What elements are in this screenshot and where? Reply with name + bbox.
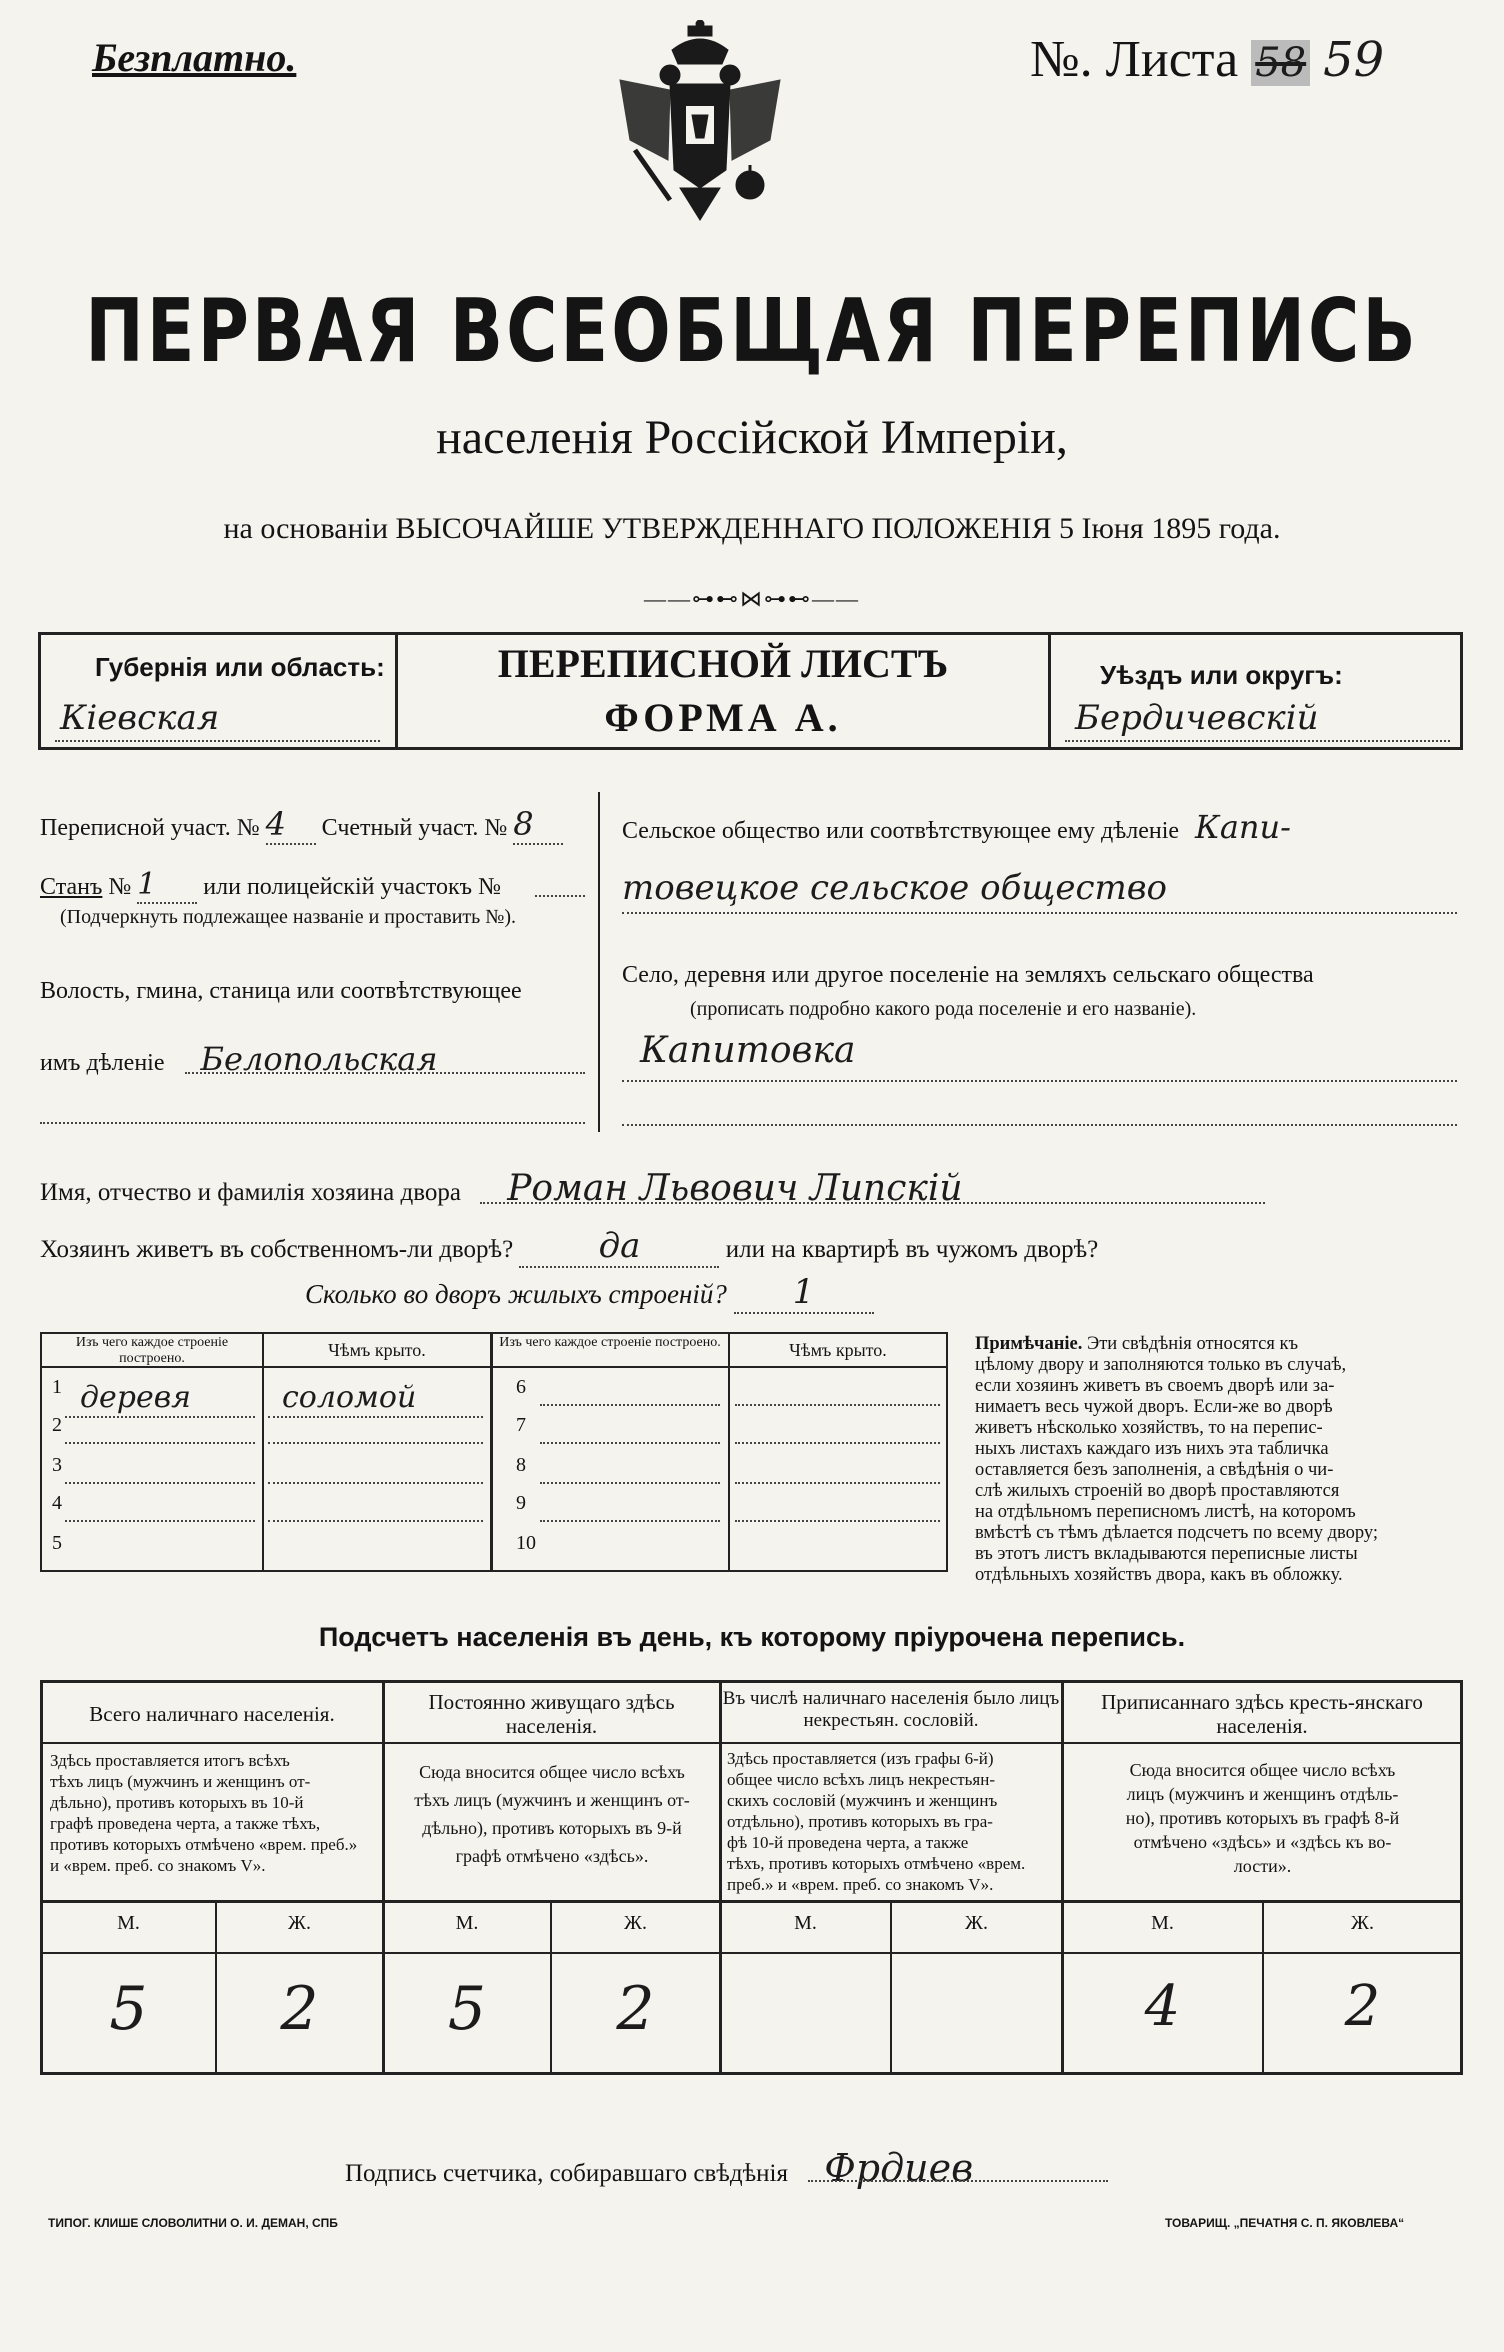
imperial-eagle-icon [600, 20, 800, 230]
note-line: живетъ нѣсколько хозяйствъ, то на перепис- [975, 1418, 1323, 1438]
census-section-value: 4 [266, 805, 316, 845]
sheet-number-value: 59 [1323, 32, 1385, 88]
census-section-label: Переписной участ. № [40, 815, 260, 841]
row-number: 4 [52, 1492, 62, 1514]
form-title: ПЕРЕПИСНОЙ ЛИСТЪ [497, 641, 949, 686]
buildings-table [40, 1332, 948, 1572]
note-line: отдѣльныхъ хозяйствъ двора, какъ въ обложку. [975, 1565, 1343, 1585]
signature-field [345, 2146, 973, 2190]
village-note: (прописать подробно какого рода поселеніе и его названіе). [690, 998, 1197, 1020]
signature-value: Фрдиев [824, 2146, 974, 2190]
printer-left: ТИПОГ. КЛИШЕ СЛОВОЛИТНИ О. И. ДЕМАН, СПБ [48, 2216, 338, 2230]
volost-label: Волость, гмина, станица или соотвѣтствующее [40, 978, 522, 1004]
owner-lives-label: Хозяинъ живетъ въ собственномъ-ли дворѣ? [40, 1236, 514, 1263]
owner-or-label: или на квартирѣ въ чужомъ дворѣ? [725, 1236, 1099, 1263]
counting-section-value: 8 [513, 805, 563, 845]
pop-col-2-zh-value: 2 [616, 1974, 655, 2044]
owner-name-value: Роман Львович Липскій [507, 1168, 963, 1209]
buildings-count-field [305, 1272, 874, 1314]
m-label: М. [794, 1912, 817, 1934]
pop-col-4-title: Приписаннаго здѣсь кресть-янскаго населенія. [1101, 1690, 1423, 1739]
page-title: ПЕРВАЯ ВСЕОБЩАЯ ПЕРЕПИСЬ [85, 279, 1419, 383]
province-value: Кіевская [60, 698, 220, 738]
row-number: 7 [516, 1414, 526, 1436]
zh-label: Ж. [965, 1912, 988, 1934]
society-label: Сельское общество или соотвѣтствующее ему дѣленіе [622, 818, 1180, 844]
row-number: 6 [516, 1376, 526, 1398]
row-number: 10 [516, 1532, 536, 1554]
pop-col-4-m-value: 4 [1144, 1974, 1181, 2039]
note-line: цѣлому двору и заполняются только въ случаѣ, [975, 1355, 1347, 1375]
stan-field [40, 867, 501, 904]
pop-col-1-zh-value: 2 [280, 1974, 319, 2044]
pop-col-2-desc: Сюда вносится общее число всѣхъ тѣхъ лицъ (мужчинъ и женщинъ от- дѣльно), противъ которыхъ въ 9-й графѣ отмѣчено «здѣсь». [414, 1762, 690, 1866]
note-title: Примѣчаніе. [975, 1334, 1083, 1354]
pop-col-2-m-value: 5 [447, 1974, 487, 2044]
owner-lives-value: да [519, 1226, 719, 1268]
pop-col-1-title: Всего наличнаго населенія. [89, 1702, 335, 1726]
stan-value: 1 [137, 867, 197, 904]
pop-col-1-m-value: 5 [109, 1974, 148, 2044]
zh-label: Ж. [624, 1912, 647, 1934]
buildings-col-roof-left: Чѣмъ крыто. [328, 1340, 426, 1360]
sheet-number-label: №. Листа [1030, 31, 1239, 88]
basis-line: на основаніи ВЫСОЧАЙШЕ УТВЕРЖДЕННАГО ПОЛОЖЕНІЯ 5 Іюня 1895 года. [223, 512, 1281, 545]
row-number: 9 [516, 1492, 526, 1514]
pop-col-1-desc: Здѣсь проставляется итогъ всѣхъ тѣхъ лицъ (мужчинъ и женщинъ от- дѣльно), противъ которыхъ въ 10-й графѣ проведена черта, а также тѣхъ, противъ которыхъ отмѣчено «врем. преб.» и «врем. преб. со знакомъ V». [50, 1751, 358, 1875]
district-value: Бердичевскій [1075, 698, 1319, 738]
society-field [622, 808, 1291, 846]
note-line: слѣ жилыхъ строеній во дворѣ проставляются [975, 1481, 1340, 1501]
free-label: Безплатно. [92, 35, 297, 80]
m-label: М. [455, 1912, 479, 1934]
sheet-number-struck: 58 [1251, 40, 1310, 86]
pop-col-4-zh-value: 2 [1344, 1974, 1381, 2039]
note-block [975, 1334, 1460, 1586]
m-label: М. [117, 1912, 140, 1934]
police-label: или полицейскій участокъ № [203, 874, 501, 900]
row-number: 2 [52, 1414, 62, 1436]
census-section-field [40, 805, 563, 845]
m-label: М. [1151, 1912, 1174, 1934]
society-value-2: товецкое сельское общество [622, 868, 1168, 908]
row-number: 1 [52, 1376, 62, 1398]
buildings-count-label: Сколько во дворъ жилыхъ строеній? [305, 1279, 727, 1309]
buildings-count-value: 1 [734, 1272, 874, 1314]
counting-section-label: Счетный участ. № [321, 815, 508, 841]
zh-label: Ж. [1351, 1912, 1374, 1934]
sheet-number [1030, 30, 1384, 89]
note-line: Эти свѣдѣнія относятся къ [1087, 1334, 1299, 1354]
printer-right: ТОВАРИЩ. „ПЕЧАТНЯ С. П. ЯКОВЛЕВА“ [1165, 2216, 1405, 2230]
stan-note: (Подчеркнуть подлежащее названіе и проставить №). [60, 906, 516, 928]
row-number: 8 [516, 1454, 526, 1476]
row-number: 3 [52, 1454, 62, 1476]
village-value: Капитовка [640, 1030, 856, 1071]
zh-label: Ж. [288, 1912, 311, 1934]
note-line: нимаетъ весь чужой дворъ. Если-же во дворѣ [975, 1397, 1333, 1417]
form-letter: ФОРМА А. [604, 695, 842, 740]
stan-label: Станъ [40, 874, 103, 900]
row-roof: соломой [282, 1380, 417, 1415]
volost-label-2: имъ дѣленіе [40, 1050, 165, 1076]
buildings-col-material-left: Изъ чего каждое строеніе построено. [75, 1335, 229, 1367]
note-line: вмѣстѣ съ тѣмъ дѣлается подсчетъ по всему двору; [975, 1523, 1379, 1543]
pop-col-3-title: Въ числѣ наличнаго населенія было лицъ некрестьян. сословій. [722, 1688, 1060, 1731]
owner-lives-field [40, 1226, 1098, 1268]
row-material: деревя [80, 1380, 192, 1415]
population-heading: Подсчетъ населенія въ день, къ которому пріурочена перепись. [318, 1622, 1186, 1652]
note-line: въ этотъ листъ вкладываются переписные листы [975, 1544, 1358, 1564]
owner-name-label: Имя, отчество и фамилія хозяина двора [40, 1179, 461, 1206]
page-subtitle: населенія Россійской Имперіи, [436, 411, 1068, 464]
ornament-divider: ——⊶⊷⋈⊶⊷—— [644, 586, 860, 611]
pop-col-3-desc: Здѣсь проставляется (изъ графы 6-й) общее число всѣхъ лицъ некрестьян- скихъ сословій (мужчинъ и женщинъ отдѣльно), противъ которыхъ въ гра- фѣ 10-й проведена черта, а также тѣхъ, противъ которыхъ отмѣчено «врем. преб.» и «врем. преб. со знакомъ V». [727, 1749, 1026, 1894]
note-line: ныхъ листахъ каждаго изъ нихъ эта табличка [975, 1439, 1329, 1459]
row-number: 5 [52, 1532, 62, 1554]
pop-col-4-desc: Сюда вносится общее число всѣхъ лицъ (мужчинъ и женщинъ отдѣль- но), противъ которыхъ въ графѣ 8-й отмѣчено «здѣсь» и «здѣсь къ во- лости». [1125, 1760, 1400, 1876]
note-line: на отдѣльномъ переписномъ листѣ, на которомъ [975, 1502, 1356, 1522]
stan-no-label: № [108, 874, 132, 900]
volost-value: Белопольская [200, 1040, 438, 1078]
village-label: Село, деревня или другое поселеніе на земляхъ сельскаго общества [622, 962, 1314, 988]
buildings-col-roof-right: Чѣмъ крыто. [789, 1340, 887, 1360]
signature-label: Подпись счетчика, собиравшаго свѣдѣнія [345, 2160, 788, 2187]
district-label: Уѣздъ или округъ: [1100, 660, 1343, 690]
province-label: Губернія или область: [95, 652, 385, 682]
pop-col-2-title: Постоянно живущаго здѣсь населенія. [428, 1690, 675, 1739]
note-line: оставляется безъ заполненія, а свѣдѣнія о чи- [975, 1460, 1334, 1480]
buildings-col-material-right: Изъ чего каждое строеніе построено. [499, 1335, 721, 1350]
society-value-1: Капи- [1195, 808, 1291, 846]
note-line: если хозяинъ живетъ въ своемъ дворѣ или за- [975, 1376, 1335, 1396]
